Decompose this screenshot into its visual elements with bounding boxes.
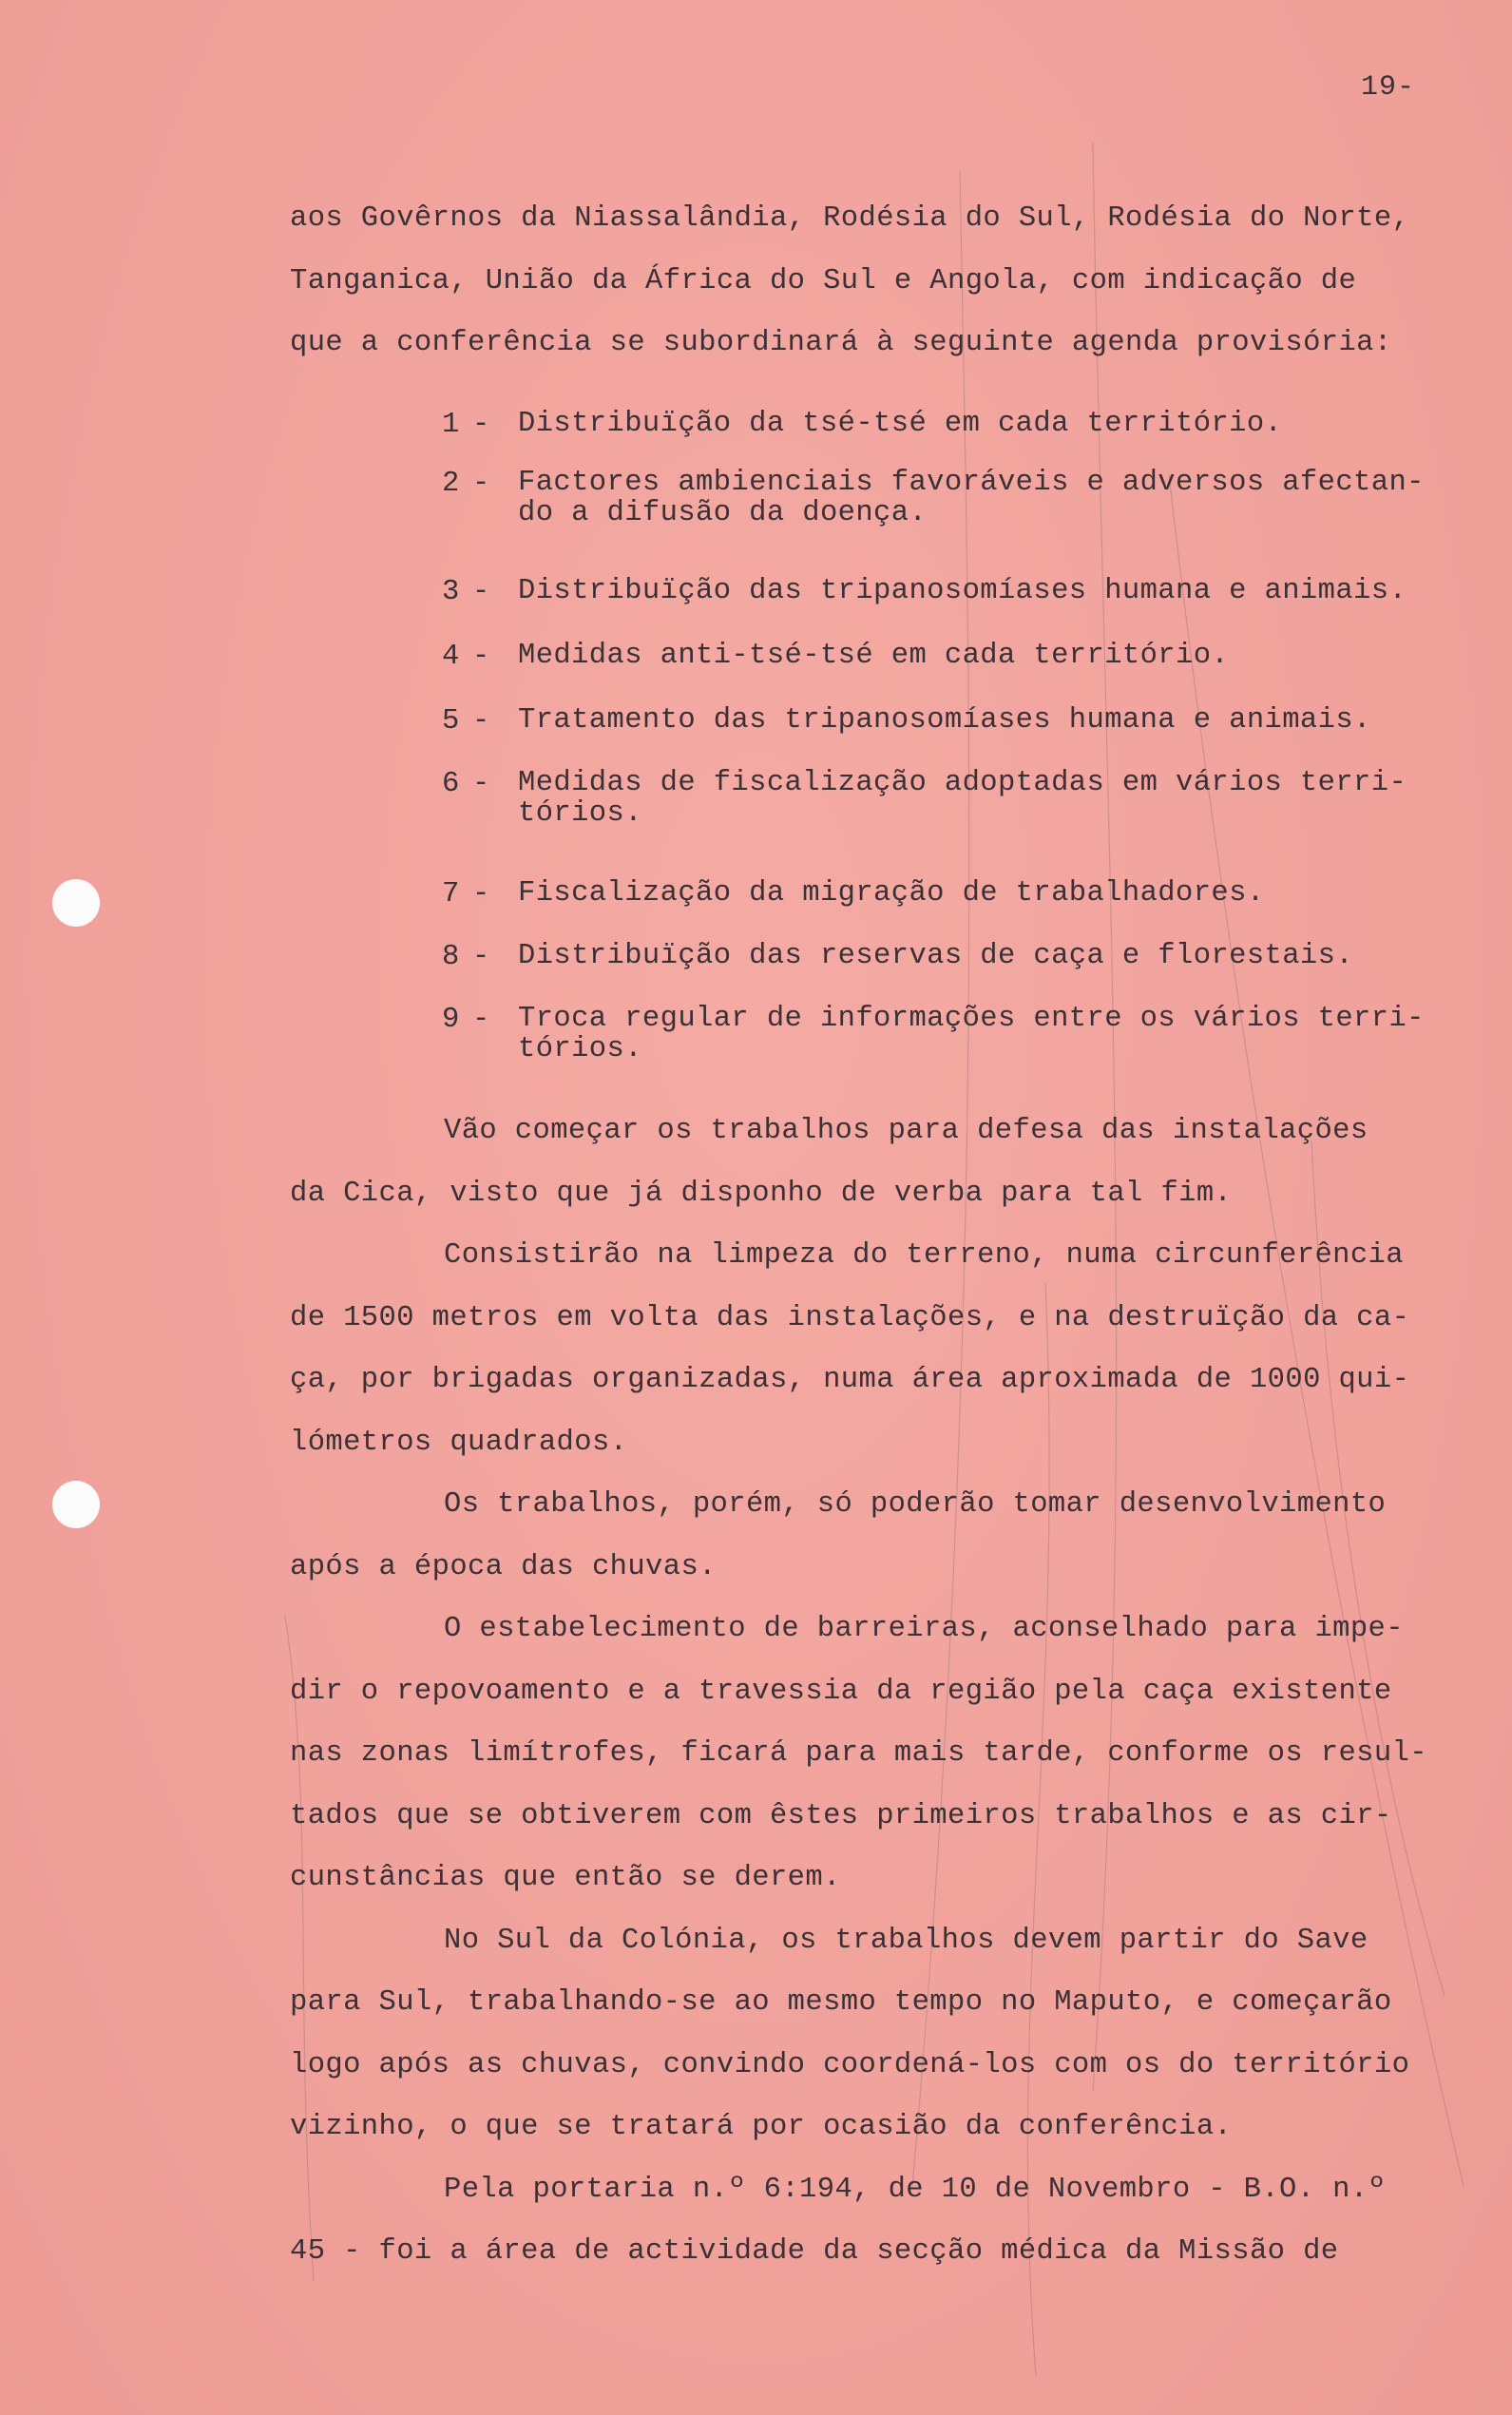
agenda-item: 1 - Distribuïção da tsé-tsé em cada território.: [442, 408, 1283, 441]
agenda-item: 6 - Medidas de fiscalização adoptadas em vários terri- tórios.: [442, 767, 1407, 830]
agenda-item-text: Distribuïção das reservas de caça e florestais.: [518, 940, 1354, 972]
text-line: nas zonas limítrofes, ficará para mais tarde, conforme os resul-: [290, 1737, 1427, 1770]
agenda-item: 9 - Troca regular de informações entre os vários terri- tórios.: [442, 1003, 1425, 1065]
text-line: para Sul, trabalhando-se ao mesmo tempo no Maputo, e começarão: [290, 1986, 1392, 2019]
agenda-item-text: do a difusão da doença.: [518, 497, 928, 529]
agenda-item-text: tórios.: [518, 1033, 642, 1065]
text-line: logo após as chuvas, convindo coordená-los com os do território: [290, 2048, 1410, 2081]
text-line: Tanganica, União da África do Sul e Angola, com indicação de: [290, 264, 1357, 297]
text-line: da Cica, visto que já disponho de verba para tal fim.: [290, 1177, 1233, 1210]
agenda-item: 3 - Distribuïção das tripanosomíases humana e animais.: [442, 575, 1407, 608]
agenda-item-number: 3: [442, 576, 460, 608]
text-line: Vão começar os trabalhos para defesa das instalações: [444, 1115, 1368, 1147]
agenda-item-text: tórios.: [518, 797, 642, 830]
agenda-item-number: 9: [442, 1004, 460, 1036]
agenda-item-text: Distribuïção das tripanosomíases humana e animais.: [518, 575, 1407, 607]
text-line: Os trabalhos, porém, só poderão tomar desenvolvimento: [444, 1488, 1387, 1521]
text-line: Consistirão na limpeza do terreno, numa circunferência: [444, 1239, 1404, 1272]
agenda-item-number: 5: [442, 705, 460, 738]
text-line: O estabelecimento de barreiras, aconselhado para impe-: [444, 1613, 1404, 1645]
agenda-item-text: Factores ambienciais favoráveis e adversos afectan-: [518, 467, 1425, 499]
agenda-item-text: Troca regular de informações entre os vários terri-: [518, 1003, 1425, 1035]
agenda-item: 5 - Tratamento das tripanosomíases humana e animais.: [442, 704, 1371, 738]
text-line: ça, por brigadas organizadas, numa área aproximada de 1000 qui-: [290, 1364, 1410, 1396]
agenda-item-number: 6: [442, 768, 460, 800]
agenda-item-text: Medidas anti-tsé-tsé em cada território.: [518, 640, 1230, 672]
text-line: dir o repovoamento e a travessia da região pela caça existente: [290, 1675, 1392, 1708]
agenda-item-text: Fiscalização da migração de trabalhadores.: [518, 877, 1265, 910]
text-line: de 1500 metros em volta das instalações, e na destruïção da ca-: [290, 1301, 1410, 1334]
agenda-item: 2 - Factores ambienciais favoráveis e adversos afectan- do a difusão da doença.: [442, 467, 1425, 529]
agenda-item: 7 - Fiscalização da migração de trabalhadores.: [442, 877, 1265, 910]
page-number: 19-: [1361, 71, 1416, 104]
agenda-item-number: 2: [442, 468, 460, 500]
agenda-item-text: Medidas de fiscalização adoptadas em vários terri-: [518, 767, 1407, 799]
agenda-item: 8 - Distribuïção das reservas de caça e florestais.: [442, 940, 1354, 973]
text-line: No Sul da Colónia, os trabalhos devem partir do Save: [444, 1924, 1368, 1957]
agenda-item-number: 1: [442, 409, 460, 441]
agenda-item-number: 7: [442, 878, 460, 910]
text-line: que a conferência se subordinará à seguinte agenda provisória:: [290, 327, 1392, 359]
agenda-item-number: 4: [442, 641, 460, 673]
text-line: após a época das chuvas.: [290, 1550, 717, 1583]
agenda-item-text: Distribuïção da tsé-tsé em cada território.: [518, 408, 1283, 440]
agenda-item-text: Tratamento das tripanosomíases humana e animais.: [518, 704, 1371, 737]
text-line: Pela portaria n.º 6:194, de 10 de Novembro - B.O. n.º: [444, 2173, 1387, 2206]
agenda-item-number: 8: [442, 941, 460, 973]
intro-paragraph: [290, 188, 1497, 375]
text-line: aos Govêrnos da Niassalândia, Rodésia do Sul, Rodésia do Norte,: [290, 202, 1410, 235]
text-line: lómetros quadrados.: [290, 1426, 628, 1459]
agenda-item: 4 - Medidas anti-tsé-tsé em cada território.: [442, 640, 1230, 673]
text-line: cunstâncias que então se derem.: [290, 1862, 841, 1894]
text-line: tados que se obtiverem com êstes primeiros trabalhos e as cir-: [290, 1799, 1392, 1832]
text-line: 45 - foi a área de actividade da secção médica da Missão de: [290, 2235, 1339, 2268]
text-line: vizinho, o que se tratará por ocasião da conferência.: [290, 2111, 1233, 2143]
body-text: [290, 1101, 1497, 2284]
